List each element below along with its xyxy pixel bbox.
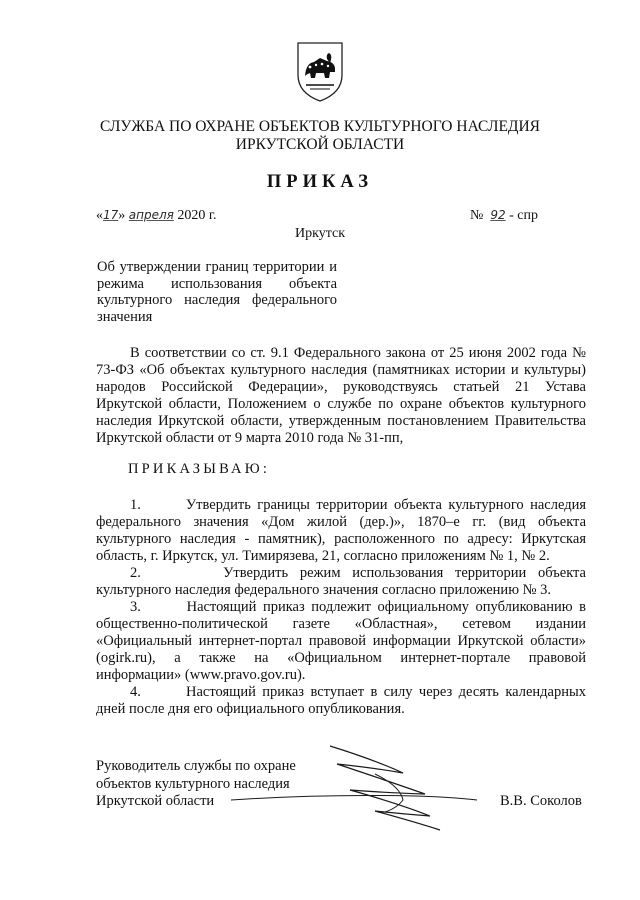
subject-line: культурного наследия федерального — [97, 292, 337, 308]
order-items — [96, 497, 586, 718]
order-item — [96, 565, 586, 582]
date-close-quote: » — [118, 208, 126, 223]
number-label: № — [470, 208, 484, 223]
preamble-line: Иркутской области от 9 марта 2010 года № 31-пп, — [96, 430, 404, 446]
item-line: Настоящий приказ подлежит официальному опубликованию в — [186, 599, 586, 615]
number-suffix: - спр — [509, 208, 539, 223]
preamble-line: наследия Иркутской области, утвержденным постановлением Правительства — [96, 413, 586, 429]
signatory-name: В.В. Соколов — [500, 793, 582, 809]
order-item — [96, 497, 586, 514]
preamble-line: В соответствии со ст. 9.1 Федерального закона от 25 июня 2002 года № — [130, 345, 586, 361]
coat-of-arms-icon — [296, 41, 344, 103]
subject-line: значения — [97, 308, 153, 325]
preamble-line: 73-ФЗ «Об объектах культурного наследия (памятниках истории и культуры) — [96, 362, 586, 378]
preamble-line: Иркутской области, Положением о службе по охране объектов культурного — [96, 396, 586, 412]
date-open-quote: « — [96, 208, 103, 223]
order-date — [96, 208, 217, 224]
preamble — [96, 345, 586, 447]
item-line: дней после дня его официального опубликования. — [96, 701, 405, 717]
position-line: объектов культурного наследия — [96, 775, 290, 792]
item-line: Утвердить границы территории объекта культурного наследия — [185, 497, 586, 513]
item-line: Настоящий приказ вступает в силу через десять календарных — [186, 684, 586, 700]
subject-line: Об утверждении границ территории и — [97, 259, 337, 275]
item-line: культурного наследия - памятник), расположенного по адресу: Иркутская — [96, 531, 586, 547]
date-day: 17 — [103, 208, 119, 222]
item-number: 3. — [130, 599, 141, 615]
order-number — [470, 208, 538, 224]
item-number: 4. — [130, 684, 141, 700]
orders-heading: ПРИКАЗЫВАЮ: — [128, 461, 271, 477]
item-line: общественно-политической газете «Областная», сетевом издании — [96, 616, 586, 632]
handwritten-signature — [225, 738, 485, 833]
item-line: область, г. Иркутск, ул. Тимирязева, 21, согласно приложениям № 1, № 2. — [96, 548, 550, 564]
document-title: ПРИКАЗ — [266, 172, 374, 192]
item-number: 2. — [130, 565, 141, 581]
preamble-line: народов Российской Федерации», руководствуясь статьей 21 Устава — [96, 379, 586, 395]
item-number: 1. — [130, 497, 141, 513]
city: Иркутск — [294, 226, 346, 241]
date-year: 2020 г. — [177, 208, 217, 223]
position-line: Иркутской области — [96, 793, 215, 809]
item-line: федерального значения «Дом жилой (дер.)», 1870–е гг. (вид объекта — [96, 514, 586, 530]
position-line: Руководитель службы по охране — [96, 758, 296, 774]
order-item — [96, 684, 586, 701]
item-line: культурного наследия федерального значения согласно приложению № 3. — [96, 582, 551, 598]
subject-line: режима использования объекта — [97, 275, 337, 292]
order-item — [96, 599, 586, 616]
item-line: «Официальный интернет-портал правовой информации Иркутской области» — [96, 633, 586, 649]
organization-name: СЛУЖБА ПО ОХРАНЕ ОБЪЕКТОВ КУЛЬТУРНОГО НАСЛЕДИЯ — [99, 118, 541, 135]
item-line: (ogirk.ru), а также на «Официальном интернет-портале правовой — [96, 650, 586, 666]
organization-region: ИРКУТСКОЙ ОБЛАСТИ — [235, 136, 405, 153]
item-line: Утвердить режим использования территории объекта — [223, 565, 586, 581]
item-line: информации» (www.pravo.gov.ru). — [96, 667, 306, 683]
document-subject — [97, 259, 337, 325]
number-value: 92 — [490, 208, 506, 222]
date-month: апреля — [128, 208, 174, 222]
